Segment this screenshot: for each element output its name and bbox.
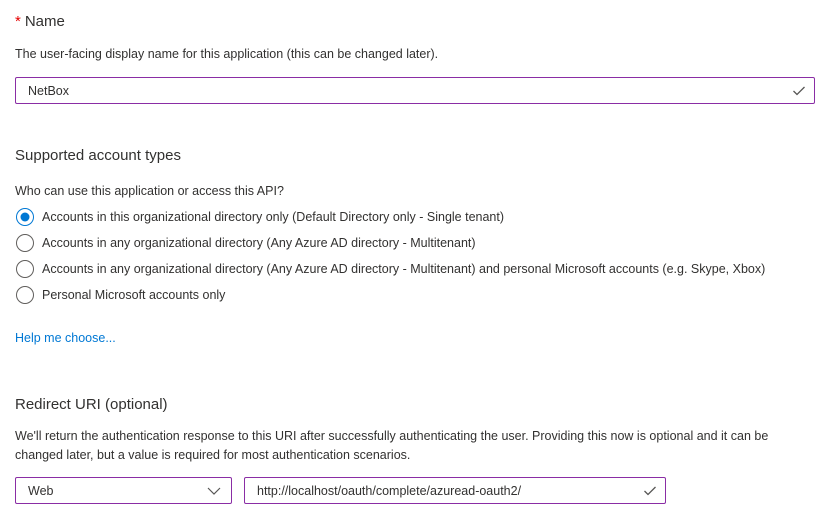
account-types-radio-group <box>15 204 815 308</box>
account-types-title: Supported account types <box>15 147 181 164</box>
redirect-uri-input-wrap <box>244 477 666 504</box>
chevron-down-icon <box>207 487 221 495</box>
name-title-text: Name <box>24 13 65 30</box>
name-input[interactable] <box>15 77 815 104</box>
radio-multitenant[interactable] <box>15 230 815 256</box>
required-marker: * <box>15 13 21 30</box>
radio-multitenant-personal[interactable] <box>15 256 815 282</box>
redirect-uri-title: Redirect URI (optional) <box>15 396 168 413</box>
radio-label: Accounts in this organizational directory only (Default Directory only - Single tenant) <box>42 210 505 224</box>
radio-label: Personal Microsoft accounts only <box>42 288 226 302</box>
redirect-uri-controls <box>15 477 815 504</box>
radio-button-icon[interactable] <box>16 286 34 304</box>
radio-button-icon[interactable] <box>16 234 34 252</box>
platform-selected-value: Web <box>28 483 54 498</box>
radio-label: Accounts in any organizational directory (Any Azure AD directory - Multitenant) <box>42 236 476 250</box>
redirect-uri-input[interactable] <box>244 477 666 504</box>
account-types-section <box>15 146 815 347</box>
radio-button-icon[interactable] <box>16 208 34 226</box>
name-input-wrap <box>15 77 815 104</box>
help-me-choose-link[interactable]: Help me choose... <box>15 331 116 345</box>
redirect-uri-section <box>15 395 815 504</box>
account-types-question: Who can use this application or access this API? <box>15 184 284 198</box>
radio-single-tenant[interactable] <box>15 204 815 230</box>
platform-select-dropdown[interactable] <box>15 477 232 504</box>
redirect-uri-description: We'll return the authentication response to this URI after successfully authenticating the user. Providing this now is optional and it can be changed later, but a value is required for most authentication scenarios. <box>15 429 769 462</box>
name-description: The user-facing display name for this application (this can be changed later). <box>15 47 439 61</box>
name-section-title <box>15 12 815 32</box>
radio-button-icon[interactable] <box>16 260 34 278</box>
radio-personal-only[interactable] <box>15 282 815 308</box>
radio-label: Accounts in any organizational directory (Any Azure AD directory - Multitenant) and personal Microsoft accounts (e.g. Skype, Xbox) <box>42 262 766 276</box>
